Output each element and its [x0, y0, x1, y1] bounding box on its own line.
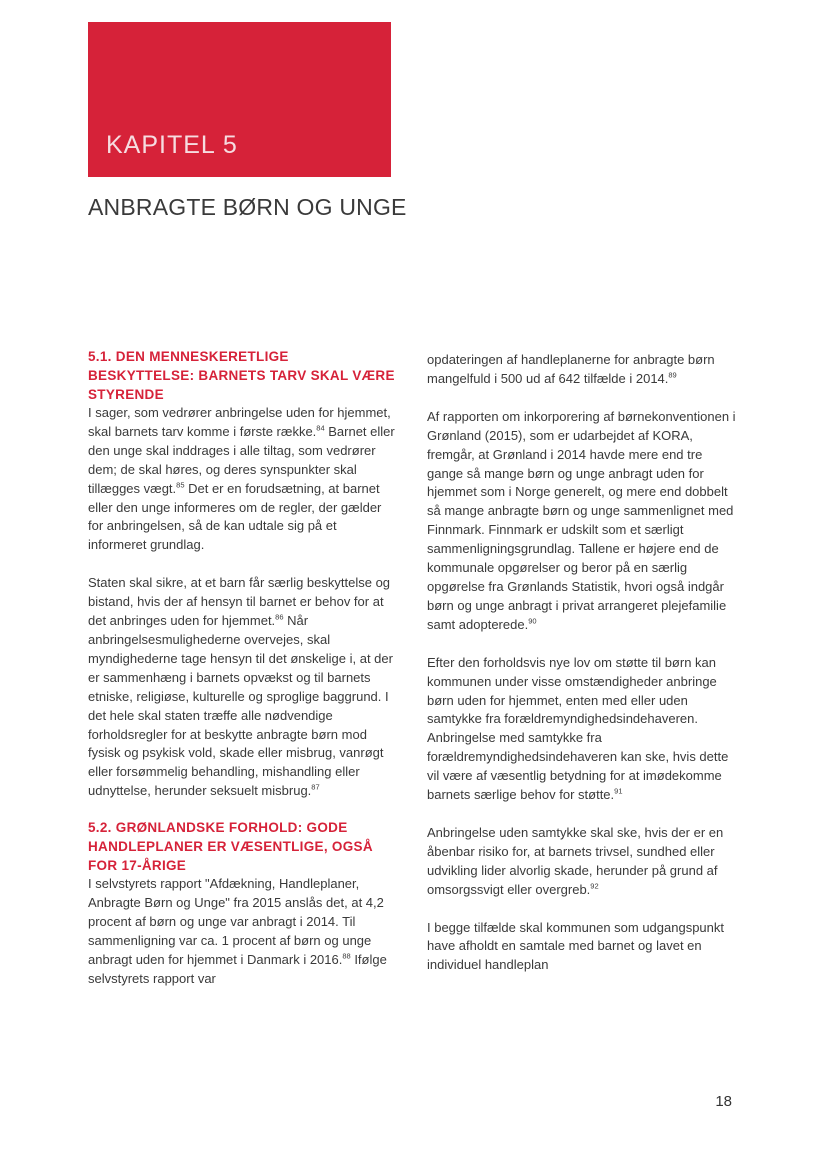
paragraph: [427, 351, 737, 389]
page-number: 18: [715, 1093, 732, 1110]
paragraph: [88, 404, 398, 555]
left-column: [88, 347, 398, 989]
paragraph-text: Staten skal sikre, at et barn får særlig beskyttelse og bistand, hvis der af hensyn til barnet er behov for at det anbringes uden for hjemmet.: [88, 575, 391, 629]
paragraph-text: Efter den forholdsvis nye lov om støtte til børn kan kommunen under visse omstændigheder anbringe børn uden for hjemmet, enten med eller uden samtykke fra forældremyndighedsindehaveren. Anbringelse med samtykke fra forældremyndighedsindehaveren kan ske, hvis dette vil være af væsentlig betydning for at imødekomme barnets særlige behov for støtte.: [427, 654, 729, 803]
footnote-ref: 86: [275, 612, 284, 622]
paragraph-text: Barnet eller den unge skal inddrages i alle tiltag, som vedrører dem; de skal høres, og deres synspunkter skal tillægges vægt.: [88, 423, 395, 496]
chapter-title: ANBRAGTE BØRN OG UNGE: [88, 194, 407, 220]
footnote-ref: 85: [176, 480, 185, 490]
paragraph-text: Når anbringelsesmulighederne overvejes, skal myndighederne tage hensyn til det ønskelige i, at der er sammenhæng i barnets opvækst og til barnets etniske, religiøse, kulturelle og sproglige baggrund. I det hele skal staten træffe alle nødvendige forholdsregler for at beskytte anbragte børn mod fysisk og psykisk vold, skade eller misbrug, vanrøgt eller forsømmelig behandling, mishandling eller udnyttelse, herunder seksuelt misbrug.: [88, 613, 393, 799]
paragraph-text: Anbringelse uden samtykke skal ske, hvis der er en åbenbar risiko for, at barnets trivsel, sundhed eller udvikling lider alvorlig skade, herunder på grund af omsorgssvigt eller overgreb.: [427, 824, 724, 897]
footnote-ref: 91: [614, 786, 623, 796]
paragraph: [427, 408, 737, 635]
footnote-ref: 84: [316, 423, 325, 433]
footnote-ref: 88: [342, 951, 351, 961]
paragraph: [88, 875, 398, 988]
paragraph-text: I sager, som vedrører anbringelse uden for hjemmet, skal barnets tarv komme i første række.: [88, 405, 391, 439]
paragraph-text: Af rapporten om inkorporering af børnekonventionen i Grønland (2015), som er udarbejdet af KORA, fremgår, at Grønland i 2014 havde mere end tre gange så mange børn og unge anbragt uden for hjemmet som i Norge generelt, og mere end dobbelt så mange anbragte børn og unge sammenlignet med Finnmark. Finnmark er udskilt som et særligt sammenligningsgrundlag. Tallene er højere end de kommunale opgørelser og beror på en særlig opgørelse fra Grønlands Statistik, hvori også indgår børn og unge anbragt i privat arrangeret plejefamilie samt adopterede.: [427, 408, 736, 632]
section-heading-5-2: 5.2. GRØNLANDSKE FORHOLD: GODE HANDLEPLANER ER VÆSENTLIGE, OGSÅ FOR 17-ÅRIGE: [88, 820, 373, 874]
paragraph-text: I begge tilfælde skal kommunen som udgangspunkt have afholdt en samtale med barnet og lavet en individuel handleplan: [427, 919, 725, 973]
paragraph: [427, 919, 737, 976]
paragraph-text: Ifølge selvstyrets rapport var: [88, 951, 387, 986]
footnote-ref: 92: [590, 881, 599, 891]
paragraph: [88, 574, 398, 801]
paragraph-text: I selvstyrets rapport "Afdækning, Handleplaner, Anbragte Børn og Unge" fra 2015 anslås det, at 4,2 procent af børn og unge var anbragt i 2014. Til sammenligning var ca. 1 procent af børn og unge anbragt uden for hjemmet i Danmark i 2016.: [88, 876, 384, 967]
paragraph: [427, 824, 737, 900]
paragraph-text: Det er en forudsætning, at barnet eller den unge informeres om de regler, der gælder for anbringelsen, så de kan udtale sig på et informeret grundlag.: [88, 480, 382, 553]
footnote-ref: 87: [311, 782, 320, 792]
paragraph-text: opdateringen af handleplanerne for anbragte børn mangelfuld i 500 ud af 642 tilfælde i 2014.: [427, 352, 715, 386]
chapter-label: KAPITEL 5: [106, 131, 238, 159]
footnote-ref: 90: [528, 616, 537, 626]
footnote-ref: 89: [668, 370, 677, 380]
section-heading-5-1: 5.1. DEN MENNESKERETLIGE BESKYTTELSE: BARNETS TARV SKAL VÆRE STYRENDE: [88, 349, 395, 402]
right-column: [427, 351, 737, 975]
paragraph: [427, 654, 737, 805]
